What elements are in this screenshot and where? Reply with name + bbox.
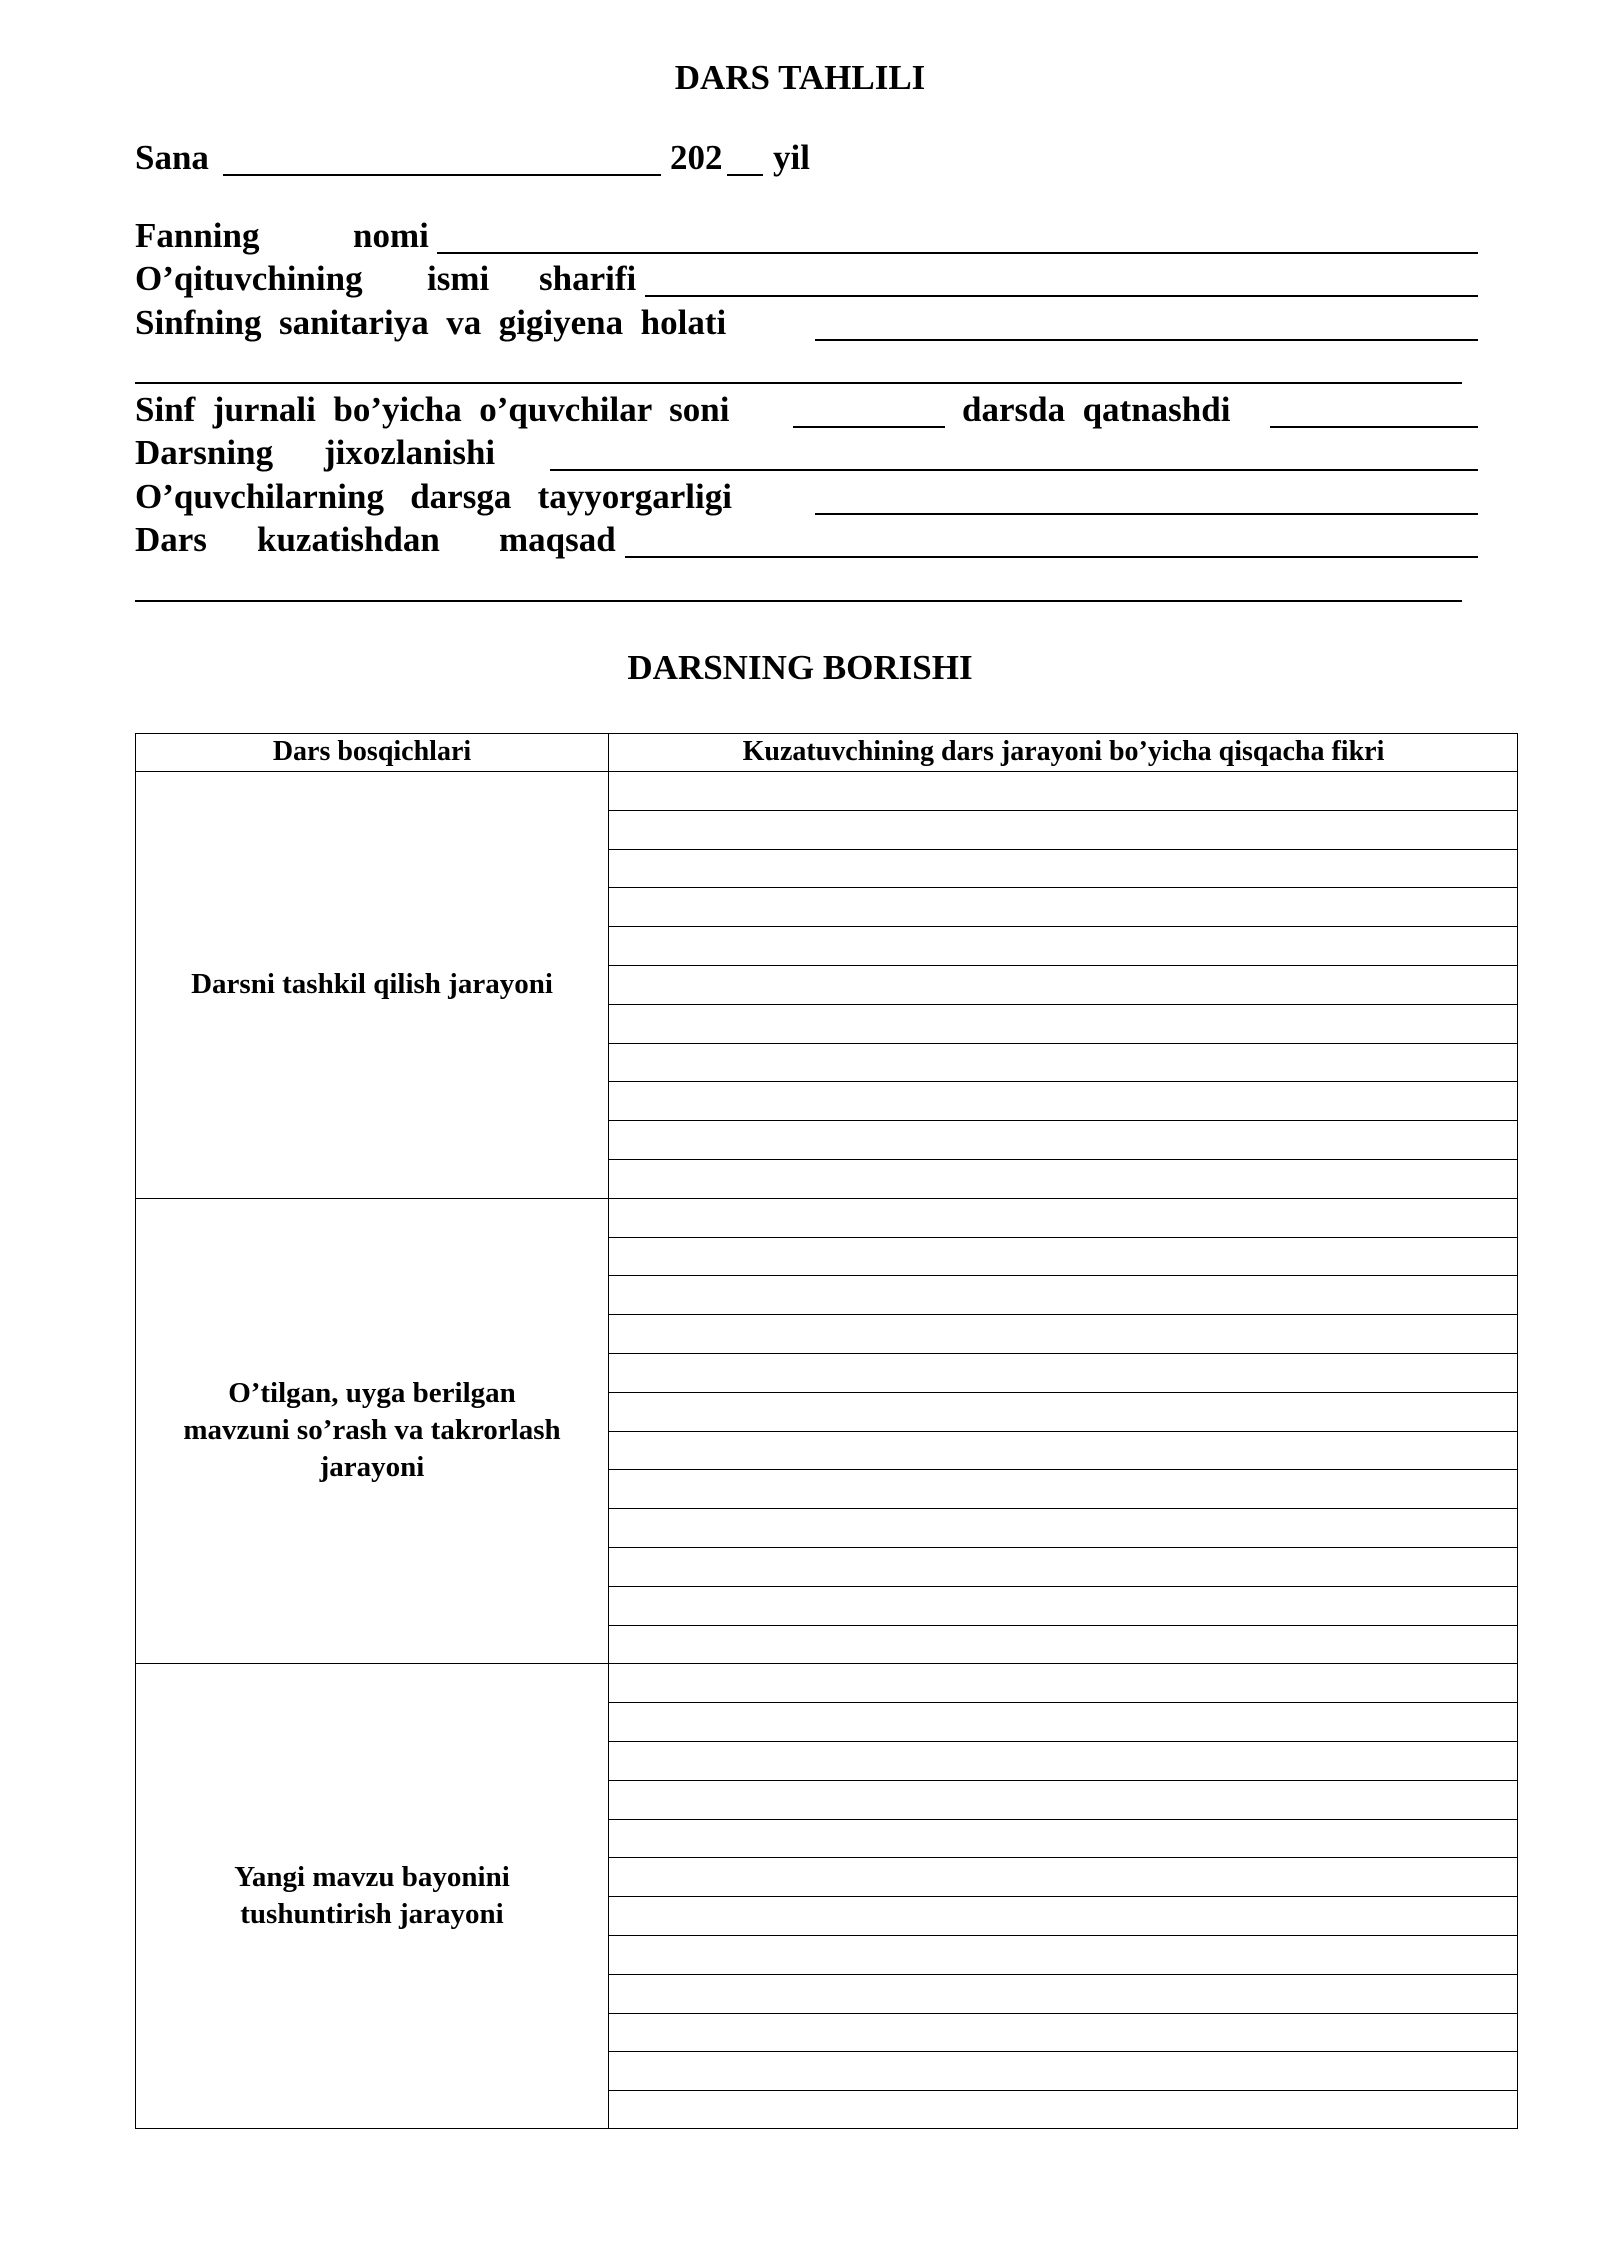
- note-row[interactable]: [611, 1859, 1516, 1894]
- teacher-label-1: O’qituvchining: [135, 259, 363, 298]
- year-field[interactable]: [727, 144, 763, 176]
- sanitary-field-continued[interactable]: [135, 352, 1462, 384]
- stage-label-line: Yangi mavzu bayonini: [234, 1861, 510, 1894]
- students-line: [135, 388, 1478, 432]
- date-label: Sana: [135, 138, 209, 177]
- purpose-field-continued[interactable]: [135, 570, 1462, 602]
- purpose-label-1: Dars: [135, 520, 207, 559]
- stage-label: [135, 1859, 609, 1933]
- note-row[interactable]: [611, 1161, 1516, 1196]
- note-row[interactable]: [611, 1588, 1516, 1623]
- note-line: [609, 2013, 1518, 2014]
- note-row[interactable]: [611, 1471, 1516, 1506]
- note-line: [609, 1896, 1518, 1897]
- note-row[interactable]: [611, 812, 1516, 847]
- purpose-label-2: kuzatishdan: [257, 520, 440, 559]
- note-row[interactable]: [611, 2053, 1516, 2088]
- sanitary-field[interactable]: [815, 309, 1478, 341]
- year-suffix: yil: [773, 138, 810, 177]
- subject-field[interactable]: [437, 222, 1478, 254]
- note-line: [609, 887, 1518, 888]
- note-line: [609, 1547, 1518, 1548]
- sanitary-line: [135, 301, 1478, 345]
- stage-label-line: mavzuni so’rash va takrorlash: [183, 1414, 561, 1447]
- note-line: [609, 1275, 1518, 1276]
- note-line: [609, 849, 1518, 850]
- stage-label-line: tushuntirish jarayoni: [240, 1898, 504, 1931]
- note-line: [609, 926, 1518, 927]
- year-prefix: 202: [670, 138, 723, 177]
- note-row[interactable]: [611, 1549, 1516, 1584]
- sanitary-label: Sinfning sanitariya va gigiyena holati: [135, 303, 727, 342]
- note-line: [609, 1702, 1518, 1703]
- note-row[interactable]: [611, 1200, 1516, 1235]
- students-label-2: darsda qatnashdi: [962, 390, 1231, 429]
- note-line: [609, 1819, 1518, 1820]
- note-line: [609, 1120, 1518, 1121]
- purpose-label-3: maqsad: [499, 520, 616, 559]
- stage-label-line: O’tilgan, uyga berilgan: [228, 1377, 516, 1410]
- note-line: [609, 1353, 1518, 1354]
- note-line: [609, 1392, 1518, 1393]
- note-line: [609, 1159, 1518, 1160]
- teacher-label-2: ismi: [427, 259, 490, 298]
- section-title: DARSNING BORISHI: [627, 648, 973, 687]
- note-line: [609, 1935, 1518, 1936]
- note-row[interactable]: [611, 1704, 1516, 1739]
- note-row[interactable]: [611, 1394, 1516, 1429]
- note-line: [609, 1043, 1518, 1044]
- stage-label: [135, 966, 609, 1003]
- attended-field[interactable]: [1270, 396, 1478, 428]
- note-row[interactable]: [611, 2015, 1516, 2050]
- note-line: [609, 2090, 1518, 2091]
- note-line: [609, 1508, 1518, 1509]
- note-row[interactable]: [611, 889, 1516, 924]
- subject-label-2: nomi: [353, 216, 429, 255]
- header-stages: Dars bosqichlari: [272, 736, 472, 767]
- note-row[interactable]: [611, 1239, 1516, 1274]
- note-line: [609, 1974, 1518, 1975]
- teacher-field[interactable]: [645, 265, 1478, 297]
- note-line: [609, 1469, 1518, 1470]
- note-row[interactable]: [611, 1083, 1516, 1118]
- stage-label-line: Darsni tashkil qilish jarayoni: [191, 967, 553, 1000]
- note-line: [609, 1625, 1518, 1626]
- subject-line: [135, 214, 1478, 258]
- note-row[interactable]: [611, 1277, 1516, 1312]
- note-line: [609, 2051, 1518, 2052]
- note-row[interactable]: [611, 1743, 1516, 1778]
- note-row[interactable]: [611, 1898, 1516, 1933]
- note-line: [609, 965, 1518, 966]
- students-count-field[interactable]: [793, 396, 945, 428]
- note-line: [609, 1237, 1518, 1238]
- students-label-1: Sinf jurnali bo’yicha o’quvchilar soni: [135, 390, 730, 429]
- note-row[interactable]: [611, 1821, 1516, 1856]
- note-row[interactable]: [611, 1433, 1516, 1468]
- stage-divider: [135, 1663, 1518, 1664]
- note-line: [609, 1004, 1518, 1005]
- note-row[interactable]: [611, 928, 1516, 963]
- note-row[interactable]: [611, 1937, 1516, 1972]
- note-line: [609, 1081, 1518, 1082]
- readiness-field[interactable]: [815, 483, 1478, 515]
- note-line: [609, 810, 1518, 811]
- note-row[interactable]: [611, 2092, 1516, 2127]
- readiness-label: O’quvchilarning darsga tayyorgarligi: [135, 477, 732, 516]
- note-row[interactable]: [611, 1045, 1516, 1080]
- note-row[interactable]: [611, 967, 1516, 1002]
- note-line: [609, 1741, 1518, 1742]
- readiness-line: [135, 475, 1478, 519]
- note-line: [609, 1586, 1518, 1587]
- date-line: [135, 136, 1478, 180]
- note-line: [609, 1857, 1518, 1858]
- note-row[interactable]: [611, 773, 1516, 808]
- subject-label-1: Fanning: [135, 216, 260, 255]
- note-row[interactable]: [611, 1782, 1516, 1817]
- teacher-line: [135, 257, 1478, 301]
- note-line: [609, 1314, 1518, 1315]
- note-line: [609, 1780, 1518, 1781]
- note-row[interactable]: [611, 1627, 1516, 1662]
- equipment-label-1: Darsning: [135, 433, 274, 472]
- stage-label: [135, 1375, 609, 1486]
- equipment-line: [135, 431, 1478, 475]
- header-bottom-rule: [135, 771, 1518, 772]
- equipment-field[interactable]: [550, 439, 1478, 471]
- note-row[interactable]: [611, 1006, 1516, 1041]
- note-row[interactable]: [611, 1122, 1516, 1157]
- note-row[interactable]: [611, 1355, 1516, 1390]
- purpose-field[interactable]: [625, 526, 1478, 558]
- stage-divider: [135, 1198, 1518, 1199]
- teacher-label-3: sharifi: [539, 259, 637, 298]
- note-line: [609, 1431, 1518, 1432]
- lesson-table: [135, 733, 1518, 2129]
- note-row[interactable]: [611, 1665, 1516, 1700]
- note-row[interactable]: [611, 1316, 1516, 1351]
- note-row[interactable]: [611, 851, 1516, 886]
- header-observer-notes: Kuzatuvchining dars jarayoni bo’yicha qisqacha fikri: [742, 736, 1385, 767]
- document-title: DARS TAHLILI: [674, 58, 926, 97]
- stage-label-line: jarayoni: [319, 1451, 425, 1484]
- date-field[interactable]: [223, 144, 661, 176]
- equipment-label-2: jixozlanishi: [324, 433, 496, 472]
- note-row[interactable]: [611, 1976, 1516, 2011]
- purpose-line: [135, 518, 1478, 562]
- note-row[interactable]: [611, 1510, 1516, 1545]
